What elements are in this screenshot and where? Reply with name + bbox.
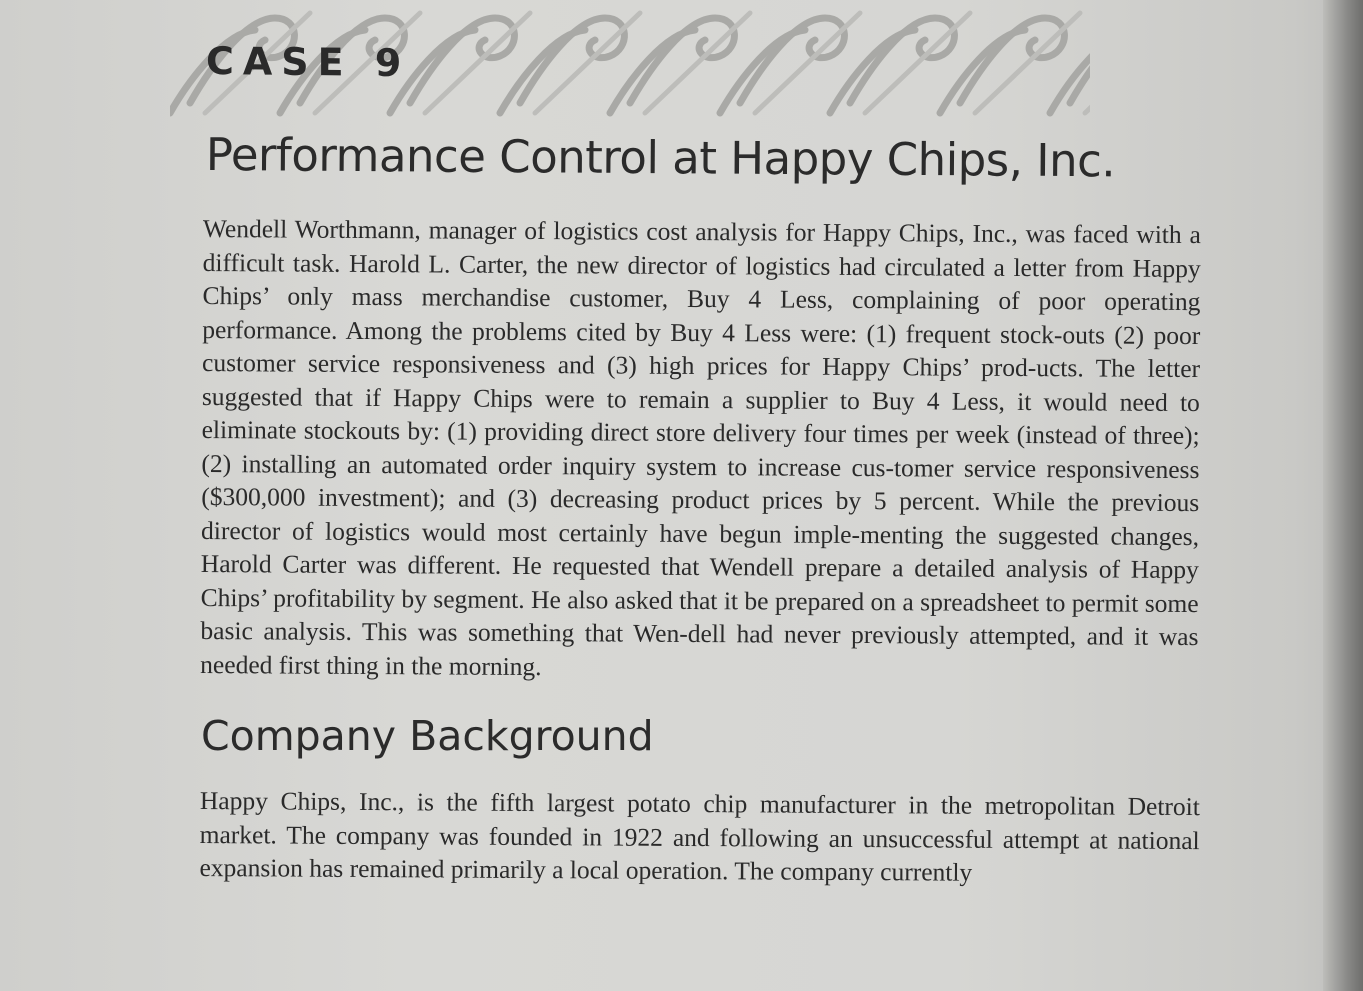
page-title: Performance Control at Happy Chips, Inc.: [205, 128, 1116, 188]
case-number-label: CASE 9: [206, 38, 411, 86]
page-binding-shadow: [1323, 0, 1363, 991]
intro-paragraph: Wendell Worthmann, manager of logistics cost analysis for Happy Chips, Inc., was faced with a difficult task. Harold L. Carter, the new director of logistics had circulated a letter from Happy Chips’ only mass merchandise customer, Buy 4 Less, complaining of poor operating performance. Among the problems cited by Buy 4 Less were: (1) frequent stock-outs (2) poor customer service responsiveness and (3) high prices for Happy Chips’ prod-ucts. The letter suggested that if Happy Chips were to remain a supplier to Buy 4 Less, it would need to eliminate stockouts by: (1) providing direct store delivery four times per week (instead of three); (2) installing an automated order inquiry system to increase cus-tomer service responsiveness ($300,000 investment); and (3) decreasing product prices by 5 percent. While the previous director of logistics would most certainly have begun imple-menting the suggested changes, Harold Carter was different. He requested that Wendell prepare a detailed analysis of Happy Chips’ profitability by segment. He also asked that it be prepared on a spreadsheet to permit some basic analysis. This was something that Wen-dell had never previously attempted, and it was needed first thing in the morning.: [200, 213, 1201, 681]
section-heading: Company Background: [201, 712, 654, 760]
background-paragraph: Happy Chips, Inc., is the fifth largest potato chip manufacturer in the metropolitan Detroit market. The company was founded in 1922 and following an unsuccessful attempt at national expansion has remained primarily a local operation. The company currently: [199, 785, 1200, 887]
